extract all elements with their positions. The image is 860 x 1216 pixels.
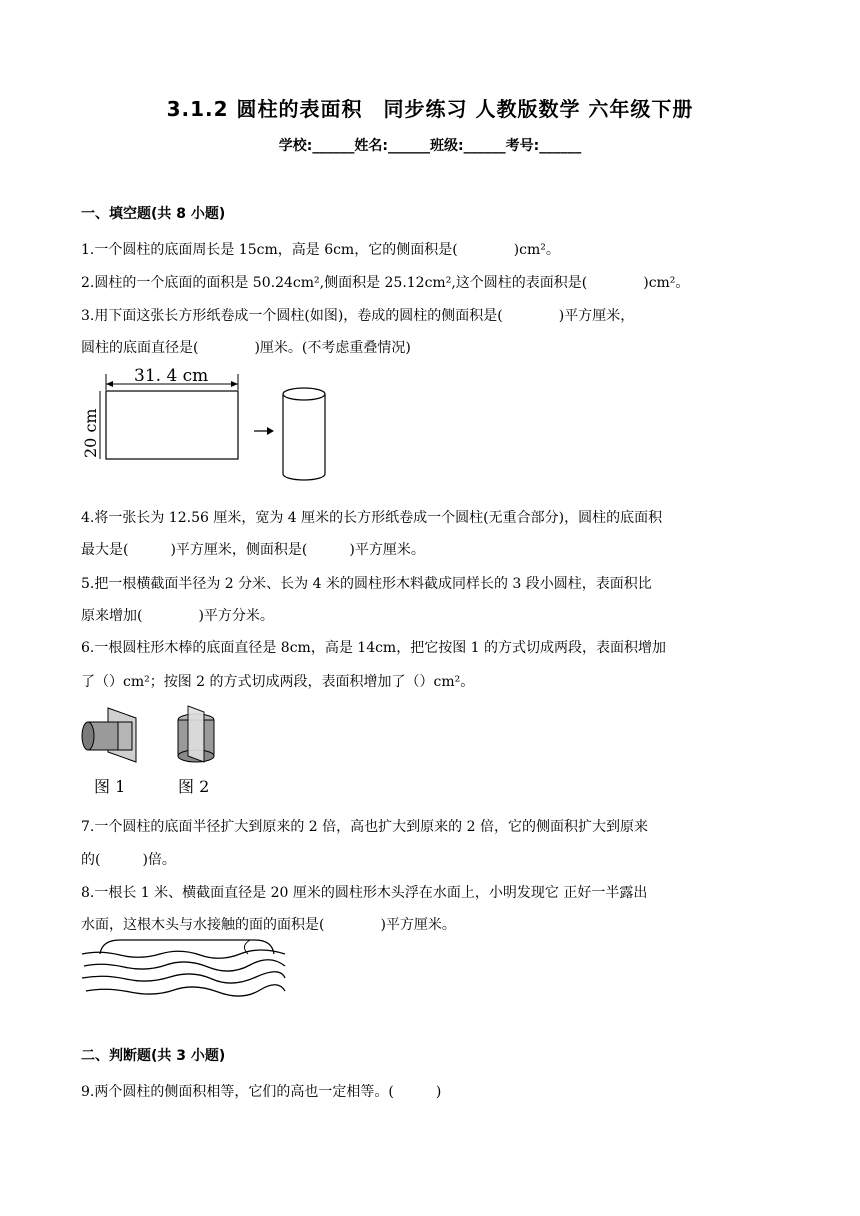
- figure-1-label: 图 1: [94, 777, 126, 796]
- question-5-line-2: 原来增加( )平方分米。: [81, 608, 274, 624]
- rectangle-to-cylinder-figure: [78, 366, 338, 486]
- question-9: 9.两个圆柱的侧面积相等，它们的高也一定相等。( ): [81, 1084, 442, 1100]
- question-3-line-1: 3.用下面这张长方形纸卷成一个圆柱(如图)，卷成的圆柱的侧面积是( )平方厘米，: [81, 308, 635, 324]
- rect-height-label: 20 cm: [81, 408, 100, 458]
- question-4-line-2: 最大是( )平方厘米，侧面积是( )平方厘米。: [81, 542, 425, 558]
- student-info-line: 学校:______姓名:______班级:______考号:______: [278, 138, 582, 154]
- water-waves: [82, 950, 285, 996]
- section-fill-in-heading: 一、填空题(共 8 小题): [81, 206, 226, 222]
- floating-log-figure: [80, 934, 290, 1000]
- arrow-icon: [267, 427, 274, 435]
- question-5-line-1: 5.把一根横截面半径为 2 分米、长为 4 米的圆柱形木料截成同样长的 3 段小圆柱，表面积比: [81, 576, 652, 592]
- paper-rectangle: [106, 391, 238, 459]
- question-3-line-2: 圆柱的底面直径是( )厘米。(不考虑重叠情况): [81, 340, 411, 356]
- question-7-line-1: 7.一个圆柱的底面半径扩大到原来的 2 倍，高也扩大到原来的 2 倍，它的侧面积扩大到原来: [81, 819, 648, 835]
- question-6-line-2: 了（）cm²；按图 2 的方式切成两段，表面积增加了（）cm²。: [81, 674, 475, 690]
- figure-2-cylinder: [178, 706, 214, 762]
- figure-1-cylinder: [82, 708, 136, 762]
- rect-width-label: 31. 4 cm: [134, 366, 209, 386]
- question-1: 1.一个圆柱的底面周长是 15cm，高是 6cm，它的侧面积是( )cm²。: [81, 242, 560, 258]
- cutting-figures: [78, 702, 228, 798]
- figure-2-label: 图 2: [178, 777, 210, 796]
- cylinder-shape: [283, 388, 325, 480]
- question-7-line-2: 的( )倍。: [81, 852, 176, 868]
- question-2: 2.圆柱的一个底面的面积是 50.24cm²,侧面积是 25.12cm²,这个圆柱的表面积是( )cm²。: [81, 275, 690, 291]
- section-true-false-heading: 二、判断题(共 3 小题): [81, 1048, 226, 1064]
- question-6-line-1: 6.一根圆柱形木棒的底面直径是 8cm，高是 14cm，把它按图 1 的方式切成两段，表面积增加: [81, 640, 667, 656]
- question-8-line-1: 8.一根长 1 米、横截面直径是 20 厘米的圆柱形木头浮在水面上，小明发现它 正好一半露出: [81, 885, 648, 901]
- page-title: 3.1.2 圆柱的表面积 同步练习 人教版数学 六年级下册: [166, 97, 694, 121]
- question-8-line-2: 水面，这根木头与水接触的面的面积是( )平方厘米。: [81, 917, 456, 933]
- question-4-line-1: 4.将一张长为 12.56 厘米，宽为 4 厘米的长方形纸卷成一个圆柱(无重合部分)，圆柱的底面积: [81, 510, 663, 526]
